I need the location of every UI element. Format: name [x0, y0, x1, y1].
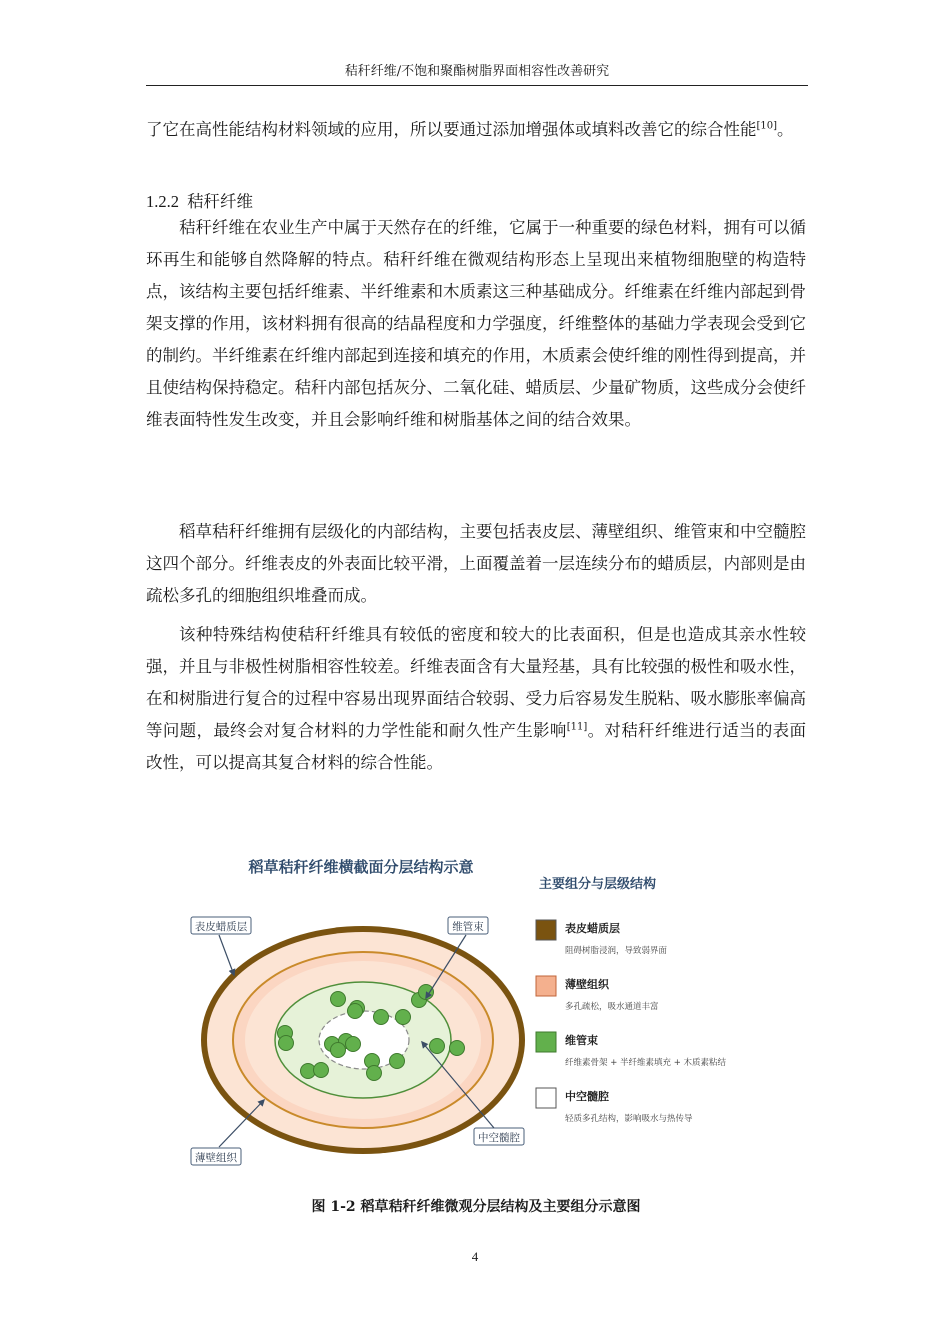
legend-name: 薄壁组织: [565, 978, 609, 991]
vascular-bundle: [367, 1066, 382, 1081]
section-title: 秸秆纤维: [187, 192, 253, 211]
vascular-bundle: [331, 992, 346, 1007]
callout-arrow: [219, 935, 234, 975]
figure-caption: 图 1-2 稻草秸秆纤维微观分层结构及主要组分示意图: [311, 1199, 641, 1215]
callout-label: 表皮蜡质层: [194, 921, 248, 933]
vascular-bundle: [396, 1010, 411, 1025]
legend-swatch: [536, 1088, 556, 1108]
header-rule: [146, 85, 808, 86]
legend-desc: 阻碍树脂浸润，导致弱界面: [565, 946, 668, 956]
paragraph-tail: 。: [777, 120, 794, 139]
vascular-bundle: [346, 1037, 361, 1052]
legend-desc: 轻质多孔结构，影响吸水与热传导: [565, 1114, 693, 1124]
vascular-bundle: [450, 1041, 465, 1056]
vascular-bundle: [279, 1036, 294, 1051]
legend-desc: 纤维素骨架 + 半纤维素填充 + 木质素粘结: [565, 1058, 727, 1068]
paragraph-1: 秸秆纤维在农业生产中属于天然存在的纤维，它属于一种重要的绿色材料，拥有可以循环再生和能够自然降解的特点。秸秆纤维在微观结构形态上呈现出来植物细胞壁的构造特点，该结构主要包括纤维素、半纤维素和木质素这三种基础成分。纤维素在纤维内部起到骨架支撑的作用，该材料拥有很高的结晶程度和力学强度，纤维整体的基础力学表现会受到它的制约。半纤维素在纤维内部起到连接和填充的作用，木质素会使纤维的刚性得到提高，并且使结构保持稳定。秸秆内部包括灰分、二氧化硅、蜡质层、少量矿物质，这些成分会使纤维表面特性发生改变，并且会影响纤维和树脂基体之间的结合效果。: [146, 218, 806, 429]
vascular-bundle: [331, 1043, 346, 1058]
paragraph-continued: [146, 114, 806, 146]
cross-section: [201, 926, 525, 1154]
paragraph-text: 该种特殊结构使秸秆纤维具有较低的密度和较大的比表面积，但是也造成其亲水性较强，并且与非极性树脂相容性较差。纤维表面含有大量羟基，具有比较强的极性和吸水性，在和树脂进行复合的过程中容易出现界面结合较弱、受力后容易发生脱粘、吸水膨胀率偏高等问题，最终会对复合材料的力学性能和耐久性产生影响: [146, 625, 806, 740]
section-number: 1.2.2: [146, 192, 179, 211]
legend-swatch: [536, 920, 556, 940]
vascular-bundle: [374, 1010, 389, 1025]
legend-title: 主要组分与层级结构: [539, 877, 657, 892]
legend-item-vascular: [536, 1032, 727, 1068]
callout-label: 中空髓腔: [478, 1132, 520, 1144]
callout-label: 维管束: [452, 921, 484, 933]
paragraph-2: 稻草秸秆纤维拥有层级化的内部结构，主要包括表皮层、薄壁组织、维管束和中空髓腔这四个部分。纤维表皮的外表面比较平滑，上面覆盖着一层连续分布的蜡质层，内部则是由疏松多孔的细胞组织堆叠而成。: [146, 522, 806, 605]
legend-swatch: [536, 1032, 556, 1052]
citation: [10]: [756, 120, 778, 132]
legend-name: 表皮蜡质层: [565, 922, 620, 935]
paragraph-3: [146, 619, 806, 779]
legend-swatch: [536, 976, 556, 996]
vascular-bundle: [430, 1039, 445, 1054]
legend-desc: 多孔疏松，吸水通道丰富: [565, 1002, 659, 1012]
legend-item-wax: [536, 920, 668, 956]
page-number: 4: [471, 1249, 479, 1264]
citation: [11]: [566, 721, 588, 733]
paragraph-tail: 。对秸秆纤维进行适当的表面改性，可以提高其复合材料的综合性能。: [146, 721, 806, 772]
running-header: 秸秆纤维/不饱和聚酯树脂界面相容性改善研究: [344, 64, 610, 79]
legend-name: 维管束: [565, 1034, 598, 1047]
vascular-bundle: [390, 1054, 405, 1069]
structure-figure: [186, 845, 752, 1175]
callout-label: 薄壁组织: [195, 1152, 237, 1164]
figure-title: 稻草秸秆纤维横截面分层结构示意: [248, 858, 474, 876]
vascular-bundle: [348, 1004, 363, 1019]
legend-name: 中空髓腔: [565, 1090, 609, 1103]
legend-item-parenchyma: [536, 976, 659, 1012]
vascular-bundle: [314, 1063, 329, 1078]
legend-item-cavity: [536, 1088, 693, 1124]
paragraph-text: 了它在高性能结构材料领域的应用，所以要通过添加增强体或填料改善它的综合性能: [146, 120, 757, 139]
legend: [536, 920, 727, 1124]
